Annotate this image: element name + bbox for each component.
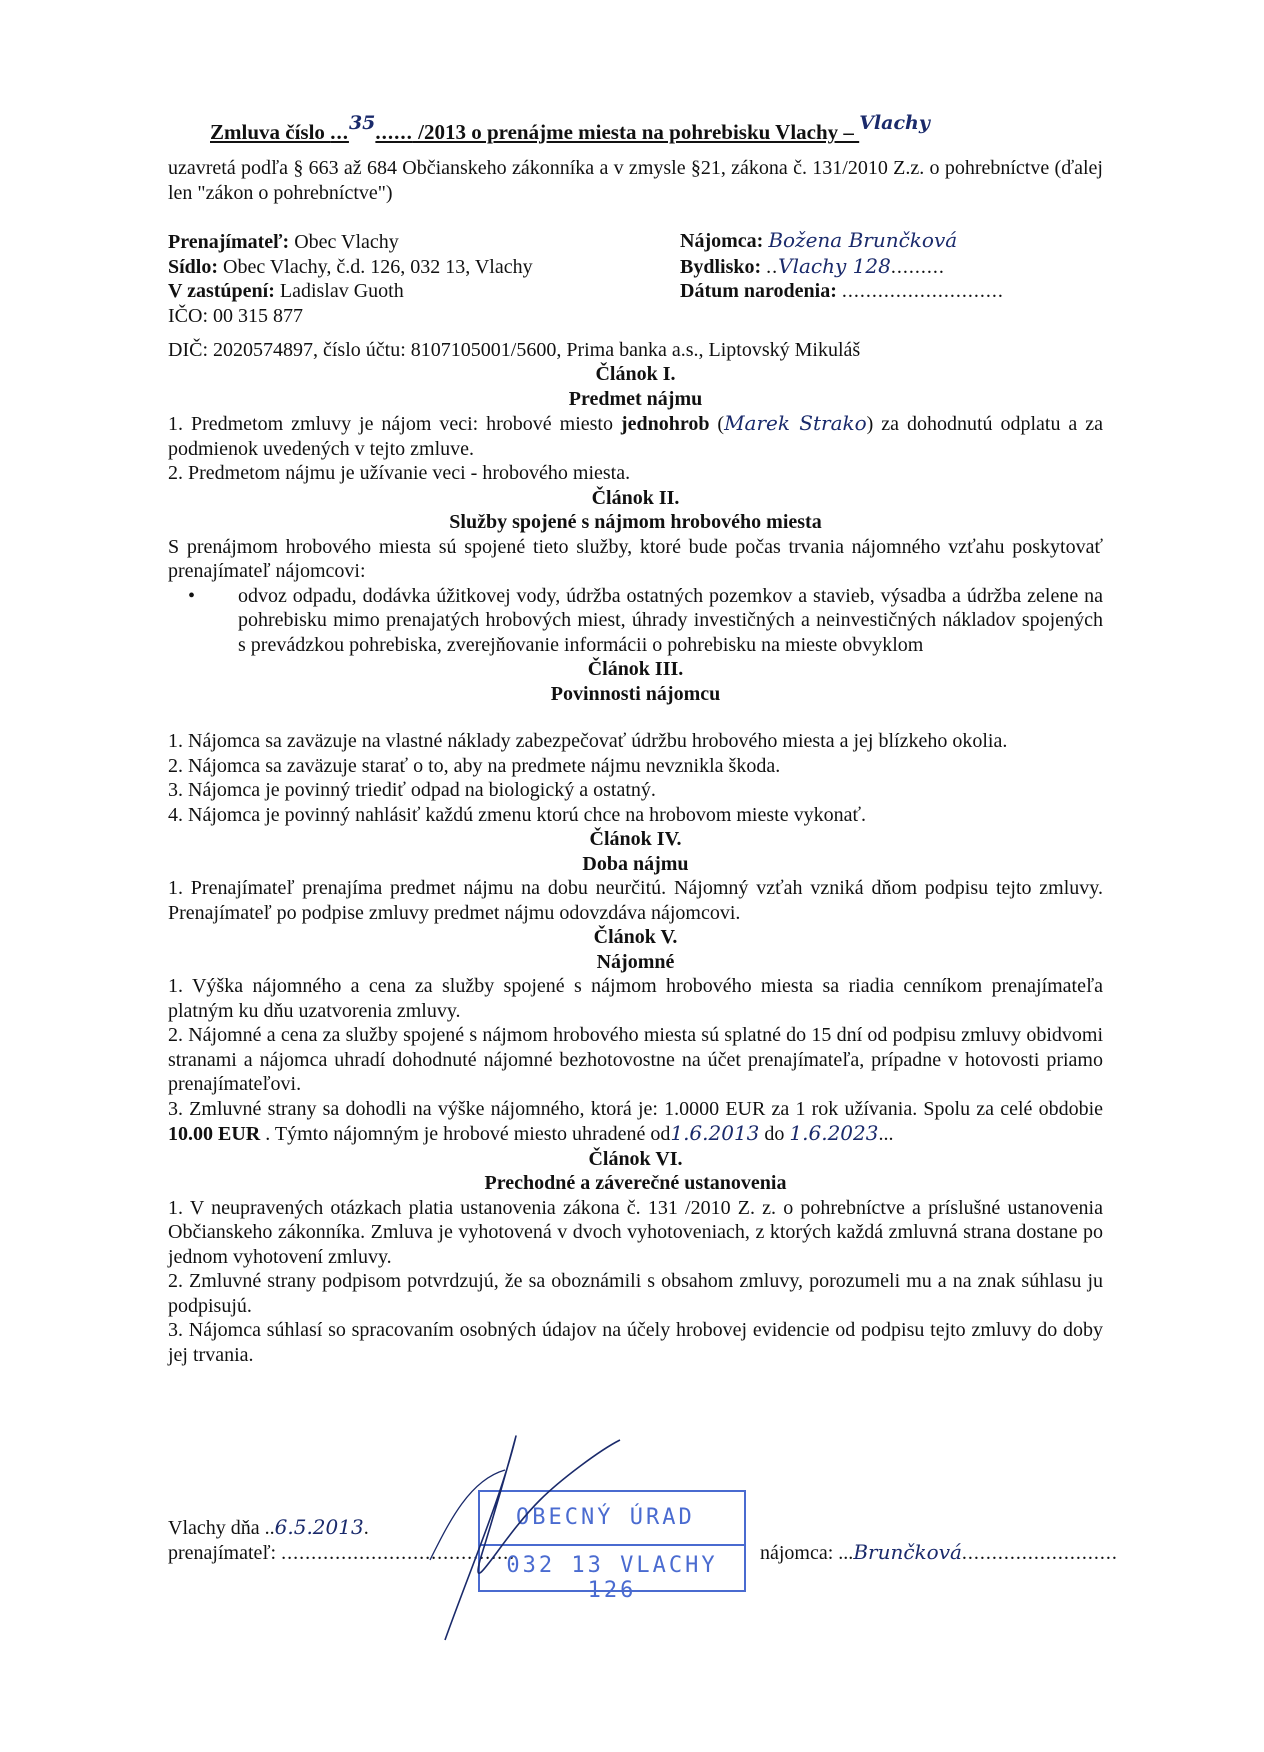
article-1-para-1: 1. Predmetom zmluvy je nájom veci: hrobové miesto jednohrob (Marek Strako) za dohodnutú odplatu a za podmienok uvedených v tejto zmluve. [168,411,1103,460]
article-6-para-2: 2. Zmluvné strany podpisom potvrdzujú, že sa oboznámili s obsahom zmluvy, porozumeli mu a na znak súhlasu ju podpisujú. [168,1270,1103,1317]
services-bullet: • odvoz odpadu, dodávka úžitkovej vody, údržba ostatných pozemkov a stavieb, výsadba a údržba zelene na pohrebisku mimo prenajatých hrobových miest, úhrady investičných a neinvestičných nákladov spojených s prevádzkou pohrebiska, zverejňovanie informácii o pohrebisku na mieste obvyklom [188,584,1103,656]
article-3-item: 4. Nájomca je povinný nahlásiť každú zmenu ktorú chce na hrobovom mieste vykonať. [168,803,867,826]
article-1-subheading: Predmet nájmu [568,387,703,410]
tenant-block: Nájomca: Božena Brunčková Bydlisko: ..Vlachy 128......... Dátum narodenia: ........................... [680,228,1004,302]
deceased-name-handwritten: Marek Strako [724,411,867,435]
article-5-para-1: 1. Výška nájomného a cena za služby spojené s nájmom hrobového miesta sa riadia cenníkom prenajímateľa platným ku dňu uzatvorenia zmluvy. [168,975,1103,1022]
date-to-handwritten: 1.6.2023 [789,1121,879,1145]
article-5-para-3: 3. Zmluvné strany sa dohodli na výške nájomného, ktorá je: 1.0000 EUR za 1 rok užívania. Spolu za celé obdobie 10.00 EUR . Týmto nájomným je hrobové miesto uhradené od1.6.2013 do 1.6.2023... [168,1097,1103,1145]
article-2-subheading: Služby spojené s nájmom hrobového miesta [449,511,822,533]
intro-text: uzavretá podľa § 663 až 684 Občianskeho zákonníka a v zmysle §21, zákona č. 131/2010 Z.z. o pohrebníctve (ďalej len "zákon o pohrebníctve") [168,157,1103,204]
article-6-subheading: Prechodné a záverečné ustanovenia [484,1172,787,1194]
article-6-heading: Článok VI. [588,1147,683,1170]
lessor-signature-line: prenajímateľ: ....................................... [168,1541,516,1564]
article-3-item: 2. Nájomca sa zaväzuje starať o to, aby na predmete nájmu nevznikla škoda. [168,754,781,777]
tenant-name-handwritten: Božena Brunčková [768,228,958,252]
article-5-subheading: Nájomné [596,950,675,973]
document-title: Zmluva číslo ...35...... /2013 o prenájme miesta na pohrebisku Vlachy – Vlachy [210,112,930,144]
article-6-para-3: 3. Nájomca súhlasí so spracovaním osobných údajov na účely hrobovej evidencie od podpisu tejto zmluvy do doby jej trvania. [168,1319,1103,1366]
ico: IČO: 00 315 877 [168,304,303,327]
dic: DIČ: 2020574897, číslo účtu: 8107105001/5600, Prima banka a.s., Liptovský Mikuláš [168,339,861,361]
date-from-handwritten: 1.6.2013 [670,1121,760,1145]
article-5-heading: Článok V. [593,926,678,948]
article-4-para-1: 1. Prenajímateľ prenajíma predmet nájmu na dobu neurčitú. Nájomný vzťah vzniká dňom podpisu tejto zmluvy. Prenajímateľ po podpise zmluvy predmet nájmu odovzdáva nájomcovi. [168,877,1103,924]
article-2-para-1: S prenájmom hrobového miesta sú spojené tieto služby, ktoré bude počas trvania nájomného vzťahu poskytovať prenajímateľ nájomcovi: [168,535,1103,582]
signing-place-date: Vlachy dňa ..6.5.2013. [168,1515,369,1539]
lessor-block: Prenajímateľ: Obec Vlachy Sídlo: Obec Vlachy, č.d. 126, 032 13, Vlachy V zastúpení: Ladislav Guoth IČO: 00 315 877 [168,230,688,328]
tenant-signature-handwritten: Brunčková [853,1540,962,1564]
signing-date-handwritten: 6.5.2013 [274,1515,364,1539]
article-5-para-2: 2. Nájomné a cena za služby spojené s nájmom hrobového miesta sú splatné do 15 dní od podpisu zmluvy obidvomi stranami a nájomca uhradí dohodnuté nájomné bezhotovostne na účet prenajímateľa, prípadne v hotovosti priamo prenajímateľovi. [168,1024,1103,1095]
tenant-signature-line: nájomca: ...Brunčková.......................... [760,1540,1118,1564]
article-3-subheading: Povinnosti nájomcu [550,682,721,705]
article-4-heading: Článok IV. [589,828,682,850]
contract-body [168,362,1103,1367]
article-2-heading: Článok II. [591,486,680,509]
tenant-address-handwritten: Vlachy 128 [778,253,891,278]
article-1-para-2: 2. Predmetom nájmu je užívanie veci - hrobového miesta. [168,462,631,484]
bullet-icon: • [188,584,196,607]
contract-number-handwritten: 35 [348,112,376,134]
article-6-para-1: 1. V neupravených otázkach platia ustanovenia zákona č. 131 /2010 Z. z. o pohrebníctve a príslušné ustanovenia Občianskeho zákonníka. Zmluva je vyhotovená v dvoch vyhotoveniach, z ktorých každá zmluvná strana dostane po jednom vyhotovení zmluvy. [168,1196,1103,1268]
article-3-heading: Článok III. [587,658,684,680]
article-4-subheading: Doba nájmu [582,852,689,875]
place-handwritten: Vlachy [859,112,930,134]
article-3-item: 1. Nájomca sa zaväzuje na vlastné náklady zabezpečovať údržbu hrobového miesta a jej blízkeho okolia. [168,730,1008,752]
office-stamp: OBECNÝ ÚRAD 032 13 VLACHY 126 [478,1490,746,1592]
article-3-item: 3. Nájomca je povinný triediť odpad na biologický a ostatný. [168,779,656,801]
article-1-heading: Článok I. [595,363,676,385]
